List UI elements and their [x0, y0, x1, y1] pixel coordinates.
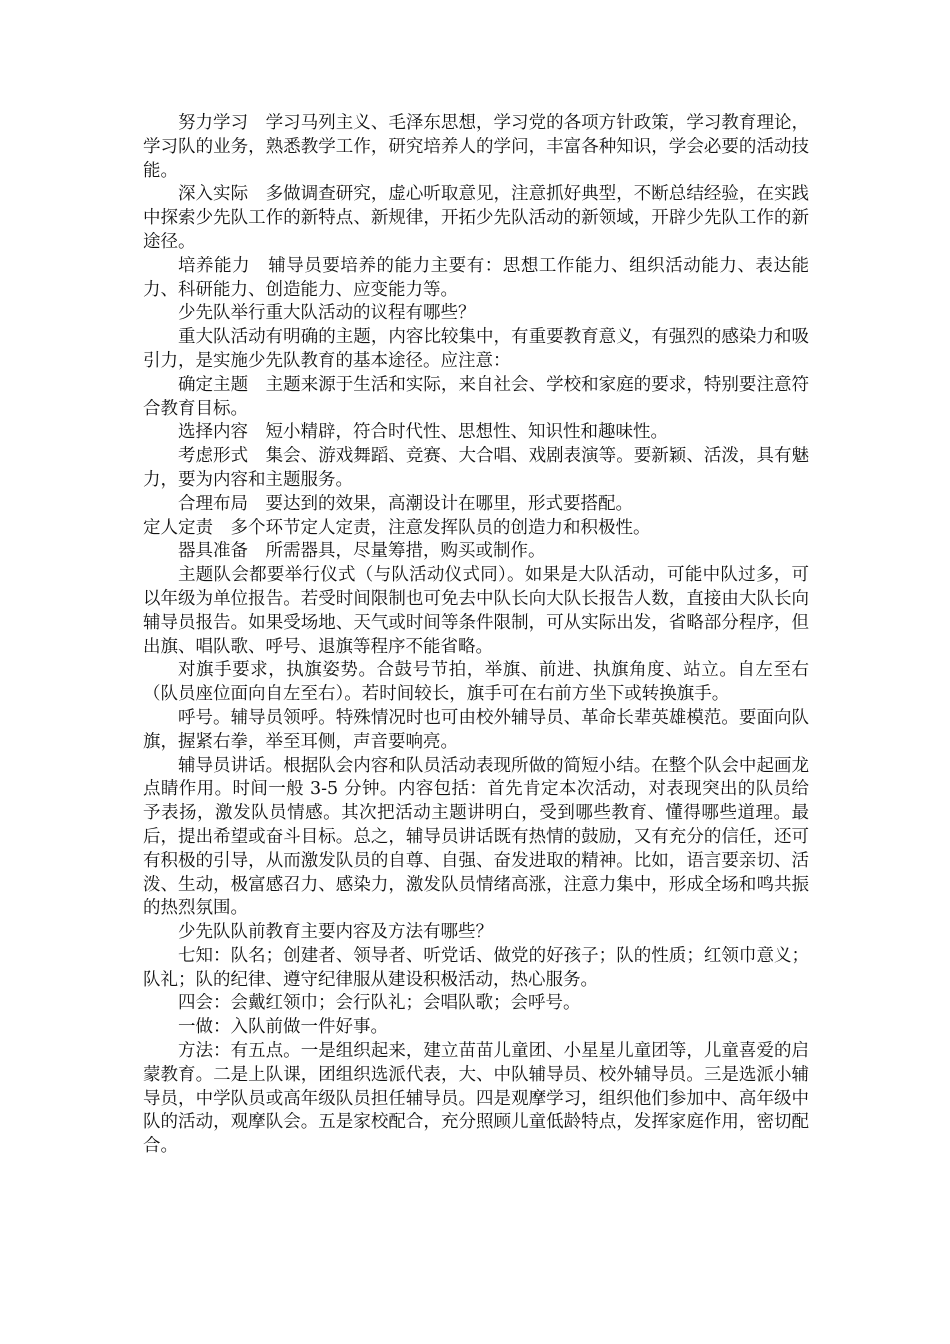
document-page: [143, 112, 809, 1159]
paragraph-four-skills: 四会：会戴红领巾；会行队礼；会唱队歌；会呼号。: [178, 993, 581, 1014]
paragraph-go-deep: 深入实际 多做调查研究，虚心听取意见，注意抓好典型，不断总结经验，在实践中探索少先队工作的新特点、新规律，开拓少先队活动的新领域，开辟少先队工作的新途径。: [143, 184, 809, 252]
paragraph-study-hard: 努力学习 学习马列主义、毛泽东思想，学习党的各项方针政策，学习教育理论，学习队的业务，熟悉教学工作，研究培养人的学问，丰富各种知识，学会必要的活动技能。: [143, 113, 809, 181]
paragraph-set-theme: 确定主题 主题来源于生活和实际，来自社会、学校和家庭的要求，特别要注意符合教育目标。: [143, 374, 809, 419]
paragraph-methods: 方法：有五点。一是组织起来，建立苗苗儿童团、小星星儿童团等，儿童喜爱的启蒙教育。二是上队课，团组织选派代表，大、中队辅导员、校外辅导员。三是选派小辅导员，中学队员或高年级队员担任辅导员。四是观摩学习，组织他们参加中、高年级中队的活动，观摩队会。五是家校配合，充分照顾儿童低龄特点，发挥家庭作用，密切配合。: [143, 1041, 809, 1157]
paragraph-assign-roles: 定人定责 多个环节定人定责，注意发挥队员的创造力和积极性。: [143, 517, 651, 538]
paragraph-consider-form: 考虑形式 集会、游戏舞蹈、竞赛、大合唱、戏剧表演等。要新颖、活泼，具有魅力，要为内容和主题服务。: [143, 446, 809, 490]
paragraph-call-slogan: 呼号。辅导员领呼。特殊情况时也可由校外辅导员、革命长辈英雄模范。要面向队旗，握紧右拳，举至耳侧，声音要响亮。: [143, 707, 809, 752]
paragraph-build-ability: 培养能力 辅导员要培养的能力主要有：思想工作能力、组织活动能力、表达能力、科研能力、创造能力、应变能力等。: [143, 255, 809, 300]
paragraph-counselor-speech: 辅导员讲话。根据队会内容和队员活动表现所做的简短小结。在整个队会中起画龙点睛作用。时间一般 3-5 分钟。内容包括：首先肯定本次活动，对表现突出的队员给予表扬，激发队员情感。其次把活动主题讲明白，受到哪些教育、懂得哪些道理。最后，提出希望或奋斗目标。总之，辅导员讲话既有热情的鼓励，又有充分的信任，还可有积极的引导，从而激发队员的自尊、自强、奋发进取的精神。比如，语言要亲切、活泼、生动，极富感召力、感染力，激发队员情绪高涨，注意力集中，形成全场和鸣共振的热烈氛围。: [143, 755, 809, 919]
paragraph-flag-bearer: 对旗手要求，执旗姿势。合鼓号节拍，举旗、前进、执旗角度、站立。自左至右（队员座位面向自左至右）。若时间较长，旗手可在右前方坐下或转换旗手。: [143, 660, 809, 705]
paragraph-choose-content: 选择内容 短小精辟，符合时代性、思想性、知识性和趣味性。: [178, 422, 668, 443]
question-pre-joining-education: 少先队队前教育主要内容及方法有哪些？: [178, 922, 493, 943]
paragraph-major-activity-intro: 重大队活动有明确的主题，内容比较集中，有重要教育意义，有强烈的感染力和吸引力，是实施少先队教育的基本途径。应注意：: [143, 327, 809, 371]
paragraph-ceremony: 主题队会都要举行仪式（与队活动仪式同）。如果是大队活动，可能中队过多，可以年级为单位报告。若受时间限制也可免去中队长向大队长报告人数，直接由大队长向辅导员报告。如果受场地、天气或时间等条件限制，可从实际出发，省略部分程序，但出旗、唱队歌、呼号、退旗等程序不能省略。: [143, 565, 809, 657]
paragraph-seven-knows: 七知：队名；创建者、领导者、听党话、做党的好孩子；队的性质；红领巾意义；队礼；队的纪律、遵守纪律服从建设积极活动，热心服务。: [143, 945, 809, 990]
question-major-activity-agenda: 少先队举行重大队活动的议程有哪些？: [178, 303, 476, 324]
paragraph-equipment: 器具准备 所需器具，尽量筹措，购买或制作。: [178, 541, 546, 562]
paragraph-layout: 合理布局 要达到的效果，高潮设计在哪里，形式要搭配。: [178, 493, 633, 514]
paragraph-one-deed: 一做：入队前做一件好事。: [178, 1017, 388, 1038]
